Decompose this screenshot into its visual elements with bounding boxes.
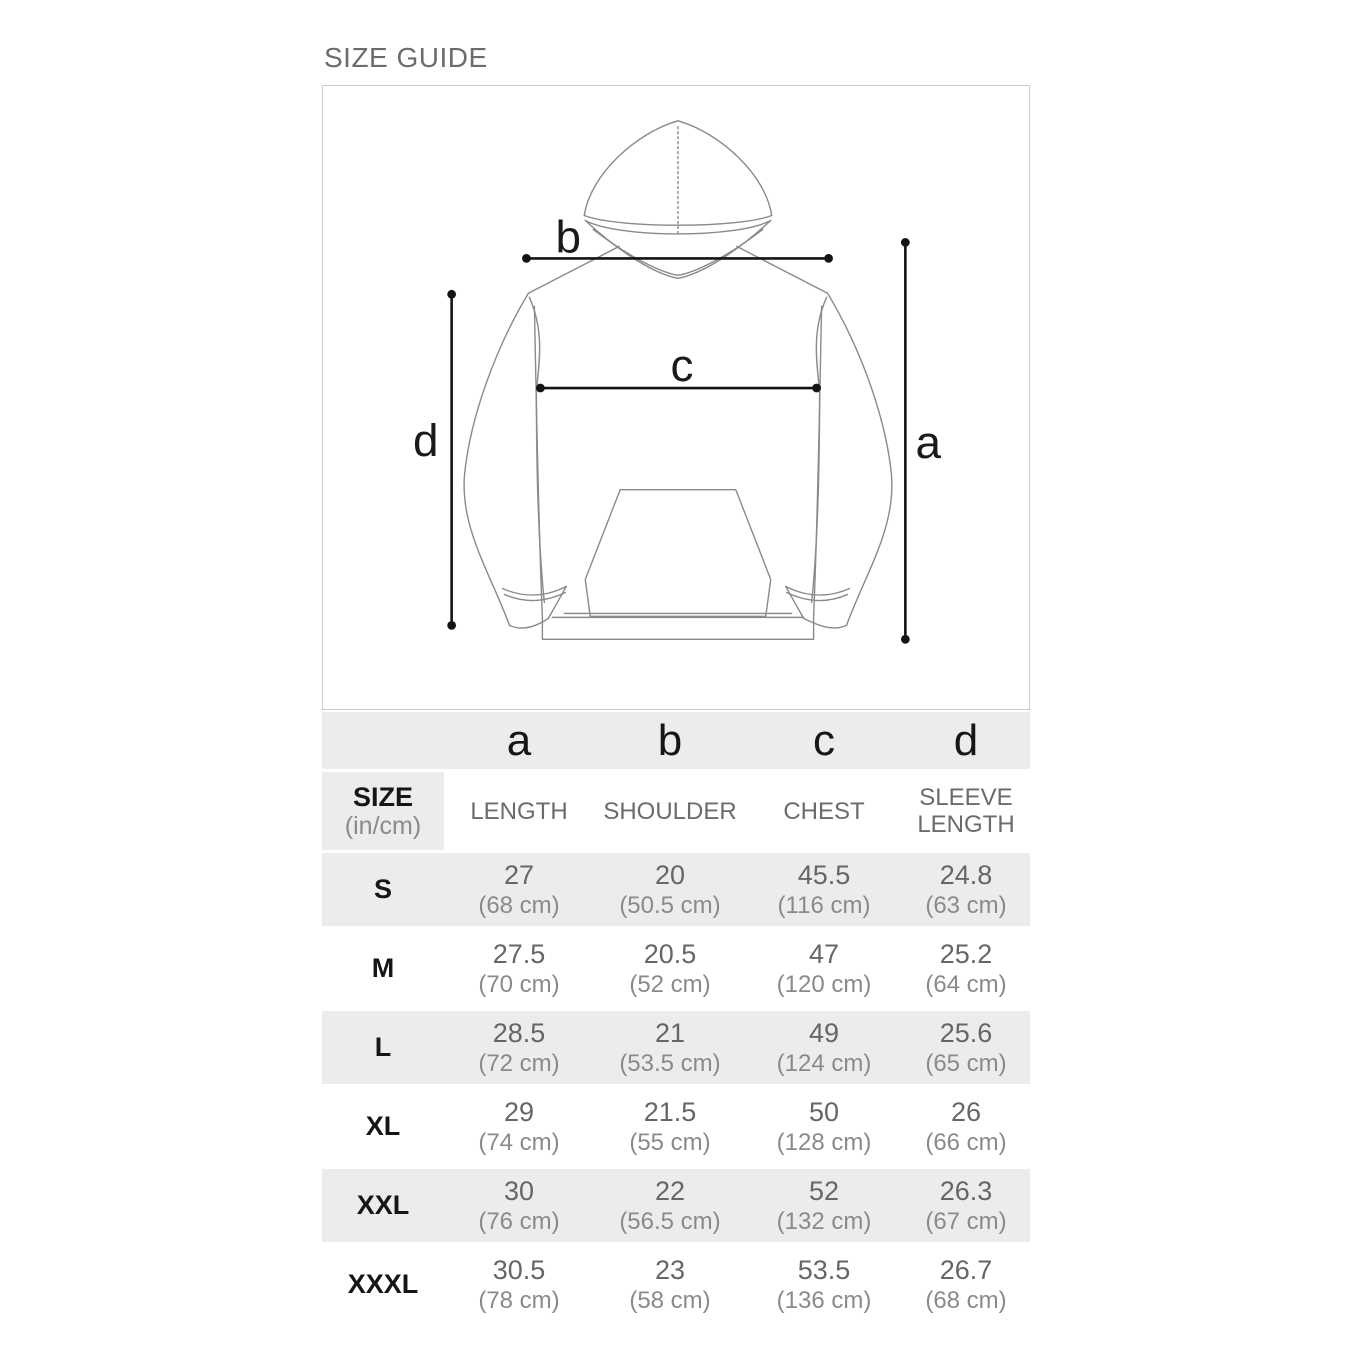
right-cuff-bottom <box>804 618 847 628</box>
left-sleeve-outer <box>464 293 528 625</box>
value-cm: (78 cm) <box>478 1287 560 1314</box>
value-in: 21.5 <box>643 1097 697 1127</box>
column-header-length: LENGTH <box>470 797 568 825</box>
measure-dot <box>812 384 821 393</box>
value-in: 53.5 <box>797 1255 851 1285</box>
measure-dot <box>824 254 833 263</box>
page-title: SIZE GUIDE <box>324 42 488 73</box>
value-cm: (63 cm) <box>925 892 1007 919</box>
hoodie-measurement-diagram <box>322 85 1030 710</box>
cell-shoulder <box>594 1245 746 1324</box>
cell-sleeve-length <box>902 1245 1030 1324</box>
table-row-s <box>322 850 1030 929</box>
letter-header-row <box>322 712 1030 769</box>
value-cm: (72 cm) <box>478 1050 560 1077</box>
value-cm: (68 cm) <box>925 1287 1007 1314</box>
value-cm: (68 cm) <box>478 892 560 919</box>
size-label: XXXL <box>347 1269 419 1299</box>
size-header-unit: (in/cm) <box>344 811 422 840</box>
column-header-sleeve-length: SLEEVE LENGTH <box>917 784 1015 838</box>
measure-dot <box>522 254 531 263</box>
value-cm: (120 cm) <box>776 971 872 998</box>
right-cuff-top-line2 <box>787 592 848 600</box>
cell-length <box>444 1011 594 1084</box>
hem-band <box>542 617 813 639</box>
cell-length <box>444 1245 594 1324</box>
cell-chest <box>746 1011 902 1084</box>
value-in: 45.5 <box>797 860 851 890</box>
table-row-xxl <box>322 1166 1030 1245</box>
value-in: 25.6 <box>939 1018 993 1048</box>
hood-left-edge <box>584 121 678 216</box>
hoodie-drawing <box>323 86 1029 709</box>
size-table <box>322 712 1030 1324</box>
table-row-m <box>322 929 1030 1008</box>
left-cuff-top-line <box>502 586 566 594</box>
cell-length <box>444 853 594 926</box>
measure-dot <box>536 384 545 393</box>
value-cm: (50.5 cm) <box>619 892 721 919</box>
value-cm: (132 cm) <box>776 1208 872 1235</box>
value-in: 20.5 <box>643 939 697 969</box>
value-cm: (53.5 cm) <box>619 1050 721 1077</box>
value-cm: (52 cm) <box>629 971 711 998</box>
value-in: 28.5 <box>492 1018 546 1048</box>
measure-dot <box>901 238 910 247</box>
left-cuff-top-line2 <box>504 592 565 600</box>
cell-sleeve-length <box>902 1011 1030 1084</box>
letter-header-b: b <box>657 715 683 765</box>
left-cuff-side <box>548 586 566 618</box>
value-cm: (70 cm) <box>478 971 560 998</box>
value-in: 26.3 <box>939 1176 993 1206</box>
value-in: 24.8 <box>939 860 993 890</box>
value-in: 27 <box>503 860 535 890</box>
value-in: 47 <box>808 939 840 969</box>
cell-length <box>444 1087 594 1166</box>
cell-chest <box>746 1169 902 1242</box>
cell-chest <box>746 929 902 1008</box>
size-label: XL <box>365 1111 401 1141</box>
cell-chest <box>746 853 902 926</box>
value-in: 30.5 <box>492 1255 546 1285</box>
size-label: L <box>374 1032 392 1062</box>
table-row-xxxl <box>322 1245 1030 1324</box>
cell-sleeve-length <box>902 1169 1030 1242</box>
label-d: d <box>412 413 439 466</box>
right-cuff-top-line <box>786 586 850 594</box>
cell-shoulder <box>594 1011 746 1084</box>
value-cm: (76 cm) <box>478 1208 560 1235</box>
size-label: XXL <box>356 1190 410 1220</box>
size-label: S <box>373 874 392 904</box>
label-c: c <box>670 339 694 392</box>
letter-header-a: a <box>506 715 532 765</box>
value-in: 25.2 <box>939 939 993 969</box>
cell-sleeve-length <box>902 853 1030 926</box>
value-cm: (65 cm) <box>925 1050 1007 1077</box>
letter-header-d: d <box>953 715 979 765</box>
letter-header-c: c <box>813 715 835 765</box>
measurement-labels <box>413 210 942 467</box>
cell-sleeve-length <box>902 1087 1030 1166</box>
measure-dot <box>447 290 456 299</box>
value-in: 27.5 <box>492 939 546 969</box>
value-in: 52 <box>808 1176 840 1206</box>
value-cm: (58 cm) <box>629 1287 711 1314</box>
kangaroo-pocket <box>585 490 770 617</box>
cell-shoulder <box>594 1169 746 1242</box>
measure-dot <box>447 621 456 630</box>
cell-sleeve-length <box>902 929 1030 1008</box>
column-header-shoulder: SHOULDER <box>603 797 737 825</box>
cell-chest <box>746 1245 902 1324</box>
measure-dot <box>901 635 910 644</box>
value-cm: (74 cm) <box>478 1129 560 1156</box>
cell-shoulder <box>594 1087 746 1166</box>
right-shoulder-line <box>737 246 828 293</box>
cell-shoulder <box>594 929 746 1008</box>
cell-chest <box>746 1087 902 1166</box>
value-in: 29 <box>503 1097 535 1127</box>
value-in: 30 <box>503 1176 535 1206</box>
cell-length <box>444 1169 594 1242</box>
value-cm: (136 cm) <box>776 1287 872 1314</box>
value-cm: (124 cm) <box>776 1050 872 1077</box>
value-cm: (56.5 cm) <box>619 1208 721 1235</box>
label-a: a <box>915 415 942 468</box>
value-in: 26.7 <box>939 1255 993 1285</box>
value-cm: (55 cm) <box>629 1129 711 1156</box>
hood-drape-inner <box>593 229 763 275</box>
hood-right-edge <box>678 121 772 216</box>
value-in: 20 <box>654 860 686 890</box>
value-cm: (64 cm) <box>925 971 1007 998</box>
column-header-chest: CHEST <box>783 797 865 825</box>
size-header-cell <box>322 772 444 850</box>
value-cm: (67 cm) <box>925 1208 1007 1235</box>
value-in: 21 <box>654 1018 686 1048</box>
cell-shoulder <box>594 853 746 926</box>
right-sleeve-outer <box>828 293 892 625</box>
value-in: 23 <box>654 1255 686 1285</box>
value-in: 49 <box>808 1018 840 1048</box>
size-header-title: SIZE <box>352 781 413 812</box>
cell-length <box>444 929 594 1008</box>
label-b: b <box>555 210 582 263</box>
value-cm: (116 cm) <box>777 892 871 919</box>
value-in: 22 <box>654 1176 686 1206</box>
value-cm: (128 cm) <box>776 1129 872 1156</box>
value-in: 50 <box>808 1097 840 1127</box>
size-label: M <box>371 953 395 983</box>
table-row-xl <box>322 1087 1030 1166</box>
measurement-lines <box>447 238 909 644</box>
value-in: 26 <box>950 1097 982 1127</box>
table-row-l <box>322 1008 1030 1087</box>
column-header-row <box>322 772 1030 850</box>
value-cm: (66 cm) <box>925 1129 1007 1156</box>
